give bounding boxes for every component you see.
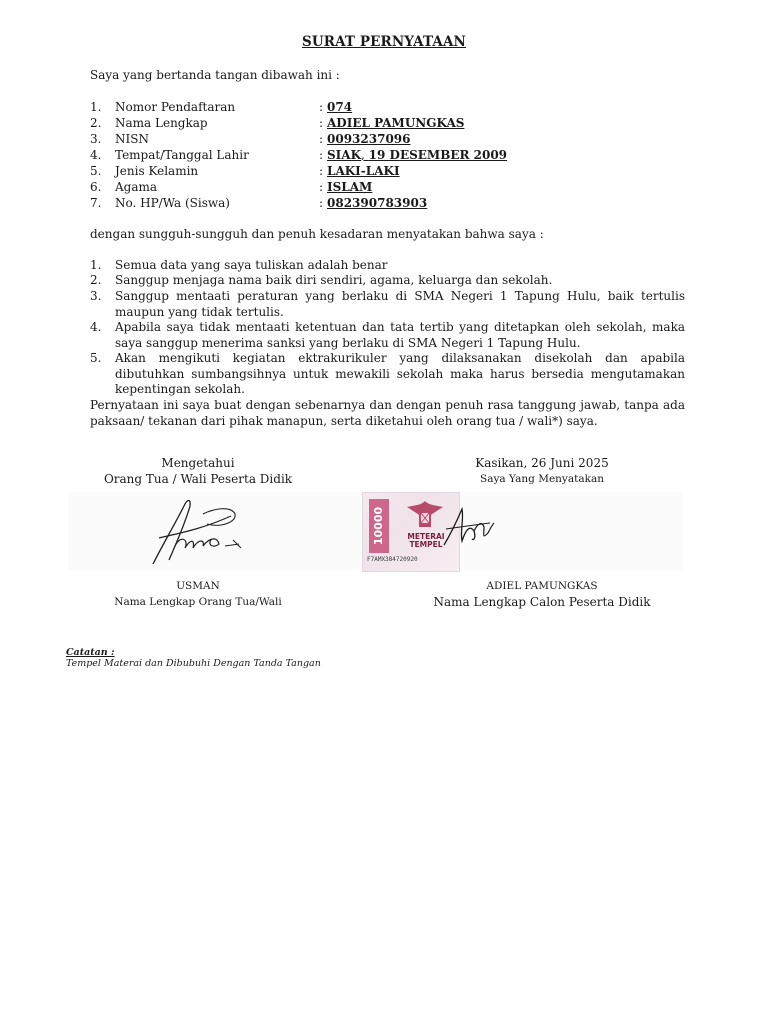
field-religion [90,180,690,196]
field-nisn [90,132,690,148]
field-label: NISN [115,132,149,146]
field-colon: : [319,100,324,114]
field-number: 2. [90,116,102,130]
field-colon: : [319,180,324,194]
field-colon: : [319,164,324,178]
field-label: Agama [115,180,158,194]
right-signature-footer [432,578,652,610]
field-number: 5. [90,164,102,178]
stamp-code: F7AMX384720920 [367,556,418,563]
parent-name-caption: Nama Lengkap Orang Tua/Wali [114,596,282,608]
right-signature-header [442,455,642,487]
field-value [327,148,507,162]
field-phone [90,196,690,212]
point-number: 1. [90,258,102,272]
left-sig-line1: Mengetahui [161,456,235,470]
closing-paragraph: Pernyataan ini saya buat dengan sebenarnya dan dengan penuh rasa tanggung jawab, tanpa ada paksaan/ tekanan dari pihak manapun, serta diketahui oleh orang tua / wali*) saya. [90,398,685,428]
statement-text: dengan sungguh-sungguh dan penuh kesadaran menyatakan bahwa saya : [90,227,544,241]
document-title: SURAT PERNYATAAN [302,34,466,50]
stamp-label-line2: TEMPEL [409,540,443,549]
point-number: 5. [90,351,102,365]
field-colon: : [319,196,324,210]
left-sig-line2: Orang Tua / Wali Peserta Didik [103,472,293,486]
parent-name: USMAN [176,580,220,592]
left-signature-header [100,455,296,487]
stamp-label-line1: METERAI [407,532,445,541]
parent-signature-icon [145,494,245,570]
student-name: ADIEL PAMUNGKAS [486,580,598,592]
student-signature-icon [440,505,496,551]
point-text: Semua data yang saya tuliskan adalah benar [115,258,388,272]
stamp-value-graphic [369,499,389,553]
point-number: 4. [90,320,102,334]
field-value: ISLAM [327,180,373,194]
intro-text: Saya yang bertanda tangan dibawah ini : [90,68,340,82]
birth-date: 19 DESEMBER 2009 [368,148,508,162]
field-label: Nama Lengkap [115,116,208,130]
field-label: Jenis Kelamin [115,164,199,178]
field-value: ADIEL PAMUNGKAS [327,116,465,130]
field-label: No. HP/Wa (Siswa) [115,196,230,210]
field-colon: : [319,116,324,130]
field-gender [90,164,690,180]
field-value: 074 [327,100,353,114]
point-text: Sanggup mentaati peraturan yang berlaku di SMA Negeri 1 Tapung Hulu, baik tertulis maupun yang tidak tertulis. [115,289,685,319]
point-number: 2. [90,273,102,287]
right-sig-line1: Kasikan, 26 Juni 2025 [475,456,609,470]
field-label: Tempat/Tanggal Lahir [115,148,249,162]
notes-heading: Catatan : [66,647,115,658]
notes-text: Tempel Materai dan Dibubuhi Dengan Tanda Tangan [66,658,321,669]
right-sig-line2: Saya Yang Menyatakan [480,473,604,485]
field-registration-number [90,100,690,116]
birth-place: SIAK [327,148,362,162]
statement-point [90,258,685,274]
statement-point [90,351,685,398]
field-colon: : [319,132,324,146]
birth-separator: , [361,148,369,162]
point-number: 3. [90,289,102,303]
field-colon: : [319,148,324,162]
point-text: Akan mengikuti kegiatan ektrakurikuler yang dilaksanakan disekolah dan apabila dibutuhkan sumbangsihnya untuk mewakili sekolah maka harus bersedia mengutamakan kepentingan sekolah. [115,351,685,397]
statement-point [90,289,685,320]
point-text: Sanggup menjaga nama baik diri sendiri, agama, keluarga dan sekolah. [115,273,553,287]
field-number: 1. [90,100,102,114]
field-number: 3. [90,132,102,146]
field-label: Nomor Pendaftaran [115,100,236,114]
field-value: 0093237096 [327,132,411,146]
notes [66,647,321,669]
field-full-name [90,116,690,132]
point-text: Apabila saya tidak mentaati ketentuan dan tata tertib yang ditetapkan oleh sekolah, maka saya sanggup menerima sanksi yang berlaku di SMA Negeri 1 Tapung Hulu. [115,320,685,350]
stamp-value-text: 10000 [372,506,385,546]
left-signature-footer [100,578,296,610]
student-name-caption: Nama Lengkap Calon Peserta Didik [433,595,651,609]
field-birth-place-date [90,148,690,164]
field-number: 4. [90,148,102,162]
field-number: 7. [90,196,102,210]
statement-point [90,320,685,351]
field-value: 082390783903 [327,196,428,210]
statement-point [90,273,685,289]
field-value: LAKI-LAKI [327,164,400,178]
field-number: 6. [90,180,102,194]
